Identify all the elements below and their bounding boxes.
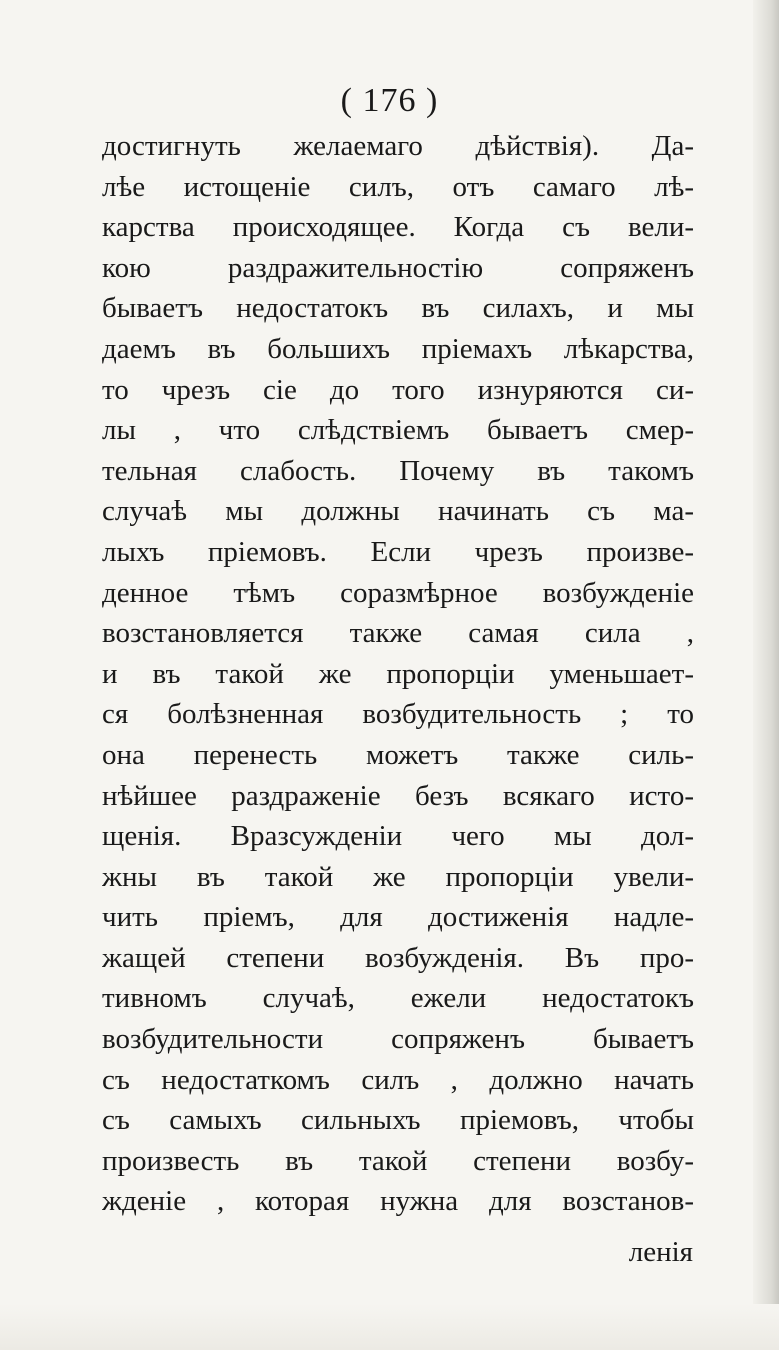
- text-line: жны въ такой же пропорціи увели-: [102, 860, 694, 893]
- body-text: [102, 126, 694, 1222]
- text-line: ся болѣзненная возбудительность ; то: [102, 698, 694, 731]
- text-line: то чрезъ сіе до того изнуряются си-: [102, 373, 694, 406]
- text-line: съ недостаткомъ силъ , должно начать: [102, 1063, 694, 1096]
- text-line: нѣйшее раздраженіе безъ всякаго исто-: [102, 779, 694, 812]
- text-line: лыхъ пріемовъ. Если чрезъ произве-: [102, 535, 694, 568]
- text-line: чить пріемъ, для достиженія надле-: [102, 901, 694, 934]
- text-line: тивномъ случаѣ, ежели недостатокъ: [102, 982, 694, 1015]
- page-number-header: ( 176 ): [340, 82, 439, 119]
- text-line: карства происходящее. Когда съ вели-: [102, 211, 694, 244]
- text-line: даемъ въ большихъ пріемахъ лѣкарства,: [102, 332, 694, 365]
- text-line: кою раздражительностію сопряженъ: [102, 251, 694, 284]
- text-line: жащей степени возбужденія. Въ про-: [102, 941, 694, 974]
- text-line: она перенесть можетъ также силь-: [102, 738, 694, 771]
- text-line: достигнуть желаемаго дѣйствія). Да-: [102, 130, 694, 162]
- text-line: бываетъ недостатокъ въ силахъ, и мы: [102, 292, 694, 325]
- text-line: возстановляется также самая сила ,: [102, 617, 694, 650]
- text-line: съ самыхъ сильныхъ пріемовъ, чтобы: [102, 1104, 694, 1137]
- text-line: денное тѣмъ соразмѣрное возбужденіе: [102, 576, 694, 609]
- text-line: жденіе , которая нужна для возстанов-: [102, 1185, 694, 1218]
- text-line: щенія. Вразсужденіи чего мы дол-: [102, 820, 694, 853]
- page-bottom-margin: [0, 1304, 779, 1350]
- text-line: лы , что слѣдствіемъ бываетъ смер-: [102, 414, 694, 447]
- text-line: возбудительности сопряженъ бываетъ: [102, 1023, 694, 1056]
- text-line: случаѣ мы должны начинать съ ма-: [102, 495, 694, 528]
- catchword: ленія: [628, 1236, 693, 1268]
- text-line: произвесть въ такой степени возбу-: [102, 1144, 694, 1177]
- text-line: лѣе истощеніе силъ, отъ самаго лѣ-: [102, 170, 694, 203]
- text-line: и въ такой же пропорціи уменьшает-: [102, 657, 694, 690]
- text-line: тельная слабость. Почему въ такомъ: [102, 454, 694, 487]
- page-edge-shadow: [753, 0, 779, 1350]
